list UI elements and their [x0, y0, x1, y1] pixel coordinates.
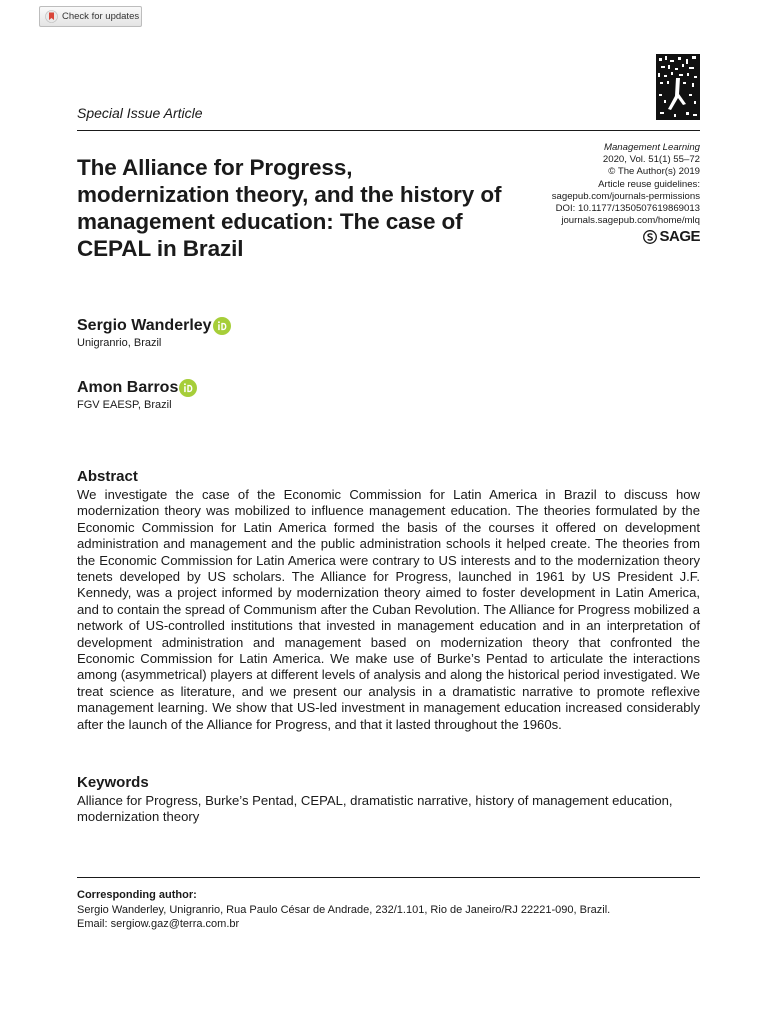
author-affiliation: Unigranrio, Brazil	[77, 337, 162, 349]
publisher-name: SAGE	[659, 228, 700, 246]
keywords-list: Alliance for Progress, Burke’s Pentad, CEPAL, dramatistic narrative, history of management education, modernization theory	[77, 793, 673, 825]
journal-metadata	[500, 142, 700, 244]
journal-cover-icon	[656, 54, 700, 120]
abstract-heading: Abstract	[77, 468, 138, 485]
check-for-updates-label: Check for updates	[62, 11, 140, 22]
corresponding-author	[77, 888, 700, 932]
corresponding-label: Corresponding author:	[77, 889, 197, 901]
doi[interactable]: DOI: 10.1177/1350507619869013	[555, 203, 700, 215]
keywords-heading: Keywords	[77, 774, 149, 791]
check-for-updates-button[interactable]	[39, 6, 142, 27]
header-divider	[77, 130, 700, 131]
author-block	[77, 317, 231, 349]
volume-info: 2020, Vol. 51(1) 55–72	[602, 154, 700, 166]
corresponding-address: Sergio Wanderley, Unigranrio, Rua Paulo César de Andrade, 232/1.101, Rio de Janeiro/RJ 22221-090, Brazil.	[77, 903, 611, 916]
publisher-logo	[500, 229, 700, 244]
copyright: © The Author(s) 2019	[608, 166, 700, 178]
author-block	[77, 379, 197, 411]
author-name: Sergio Wanderley	[77, 317, 231, 335]
author-affiliation: FGV EAESP, Brazil	[77, 399, 172, 411]
reuse-label: Article reuse guidelines:	[598, 178, 700, 190]
sage-logo-icon	[643, 230, 657, 244]
corresponding-email[interactable]: Email: sergiow.gaz@terra.com.br	[77, 918, 240, 930]
journal-name: Management Learning	[603, 142, 700, 153]
abstract-body: We investigate the case of the Economic Commission for Latin America in Brazil to discuss how modernization theory was mobilized to influence management education. The theories formulated by the Economic Commission for Latin America formed the basis of the courses it offered on development administration and management and the public administration schools it helped create. The theories from the Economic Commission for Latin America were contrary to US interests and to the modernization theory tenets developed by US scholars. The Alliance for Progress, launched in 1961 by US President J.F. Kennedy, was a project informed by modernization theory aimed to foster development in Latin America, and to contain the spread of Communism after the Cuban Revolution. The Alliance for Progress mobilized a network of US-controlled institutions that invested in management education and in an interpretation of development administration and management based on modernization theory that confronted the Economic Commission for Latin America. We make use of Burke’s Pentad to articulate the interactions among (asymmetrical) players at different levels of analysis and along the historical period investigated. We treat science as literature, and we present our analysis in a dramatistic narrative to promote reflexive management learning. We show that US-led investment in management education increased considerably after the launch of the Alliance for Progress, and that it lasted throughout the 1960s.	[77, 487, 700, 732]
crossmark-icon	[45, 10, 58, 23]
article-title: The Alliance for Progress, modernization theory, and the history of management education: The case of CEPAL in Brazil	[77, 155, 502, 261]
journal-link[interactable]: journals.sagepub.com/home/mlq	[561, 215, 700, 227]
footer-divider	[77, 877, 700, 878]
orcid-icon[interactable]	[179, 379, 197, 397]
reuse-link[interactable]: sagepub.com/journals-permissions	[551, 190, 700, 202]
article-type: Special Issue Article	[77, 105, 203, 121]
orcid-icon[interactable]	[213, 317, 231, 335]
author-name: Amon Barros	[77, 379, 197, 397]
